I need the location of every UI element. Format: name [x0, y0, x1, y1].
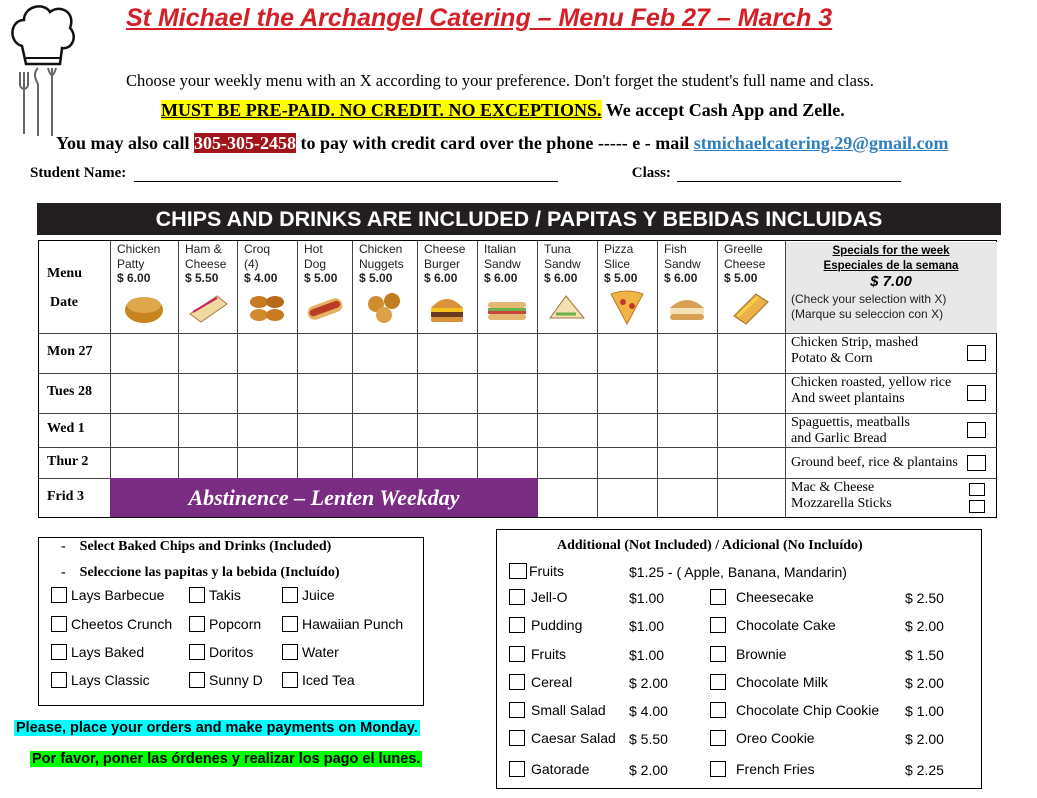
special-text: Potato & Corn	[791, 351, 873, 366]
chips-heading-es: - Seleccione las papitas y la bebida (Incluído)	[61, 565, 340, 580]
option-price: $ 2.00	[905, 675, 944, 691]
menu-item-price: $ 6.00	[544, 271, 578, 285]
menu-item-name: Dog	[304, 256, 327, 271]
menu-item-price: $ 5.00	[359, 271, 393, 285]
option-price: $ 2.50	[905, 590, 944, 606]
additional-option[interactable]	[710, 761, 815, 777]
option-checkbox[interactable]	[51, 644, 67, 660]
menu-selection-cell[interactable]	[179, 334, 237, 373]
menu-table	[38, 240, 997, 518]
special-text: Mac & Cheese	[791, 480, 875, 495]
menu-selection-cell[interactable]	[238, 414, 297, 447]
grilled-cheese-icon	[730, 288, 772, 326]
menu-selection-cell[interactable]	[658, 479, 717, 517]
menu-selection-cell[interactable]	[598, 334, 657, 373]
option-label: Popcorn	[209, 616, 262, 632]
specials-price: $ 7.00	[870, 273, 912, 290]
menu-item-name: Patty	[117, 256, 145, 271]
option-label: Juice	[302, 587, 335, 603]
special-text: Chicken Strip, mashed	[791, 335, 919, 350]
option-checkbox[interactable]	[51, 587, 67, 603]
additional-option[interactable]	[509, 702, 606, 718]
special-text: Spaguettis, meatballs	[791, 415, 910, 430]
option-label: Doritos	[209, 644, 254, 660]
chip-drink-option[interactable]	[189, 587, 241, 603]
menu-item-header	[544, 242, 581, 286]
fruits-line-price: $1.25 - ( Apple, Banana, Mandarin)	[629, 564, 847, 580]
option-label: Cheetos Crunch	[71, 616, 173, 632]
specials-check-es: (Marque su seleccion con X)	[791, 307, 944, 321]
menu-selection-cell[interactable]	[718, 479, 785, 517]
option-price: $ 2.00	[629, 675, 668, 691]
menu-selection-cell[interactable]	[298, 334, 352, 373]
phone-prefix: You may also call	[56, 133, 195, 153]
additional-option[interactable]	[509, 761, 589, 777]
menu-selection-cell[interactable]	[718, 374, 785, 413]
additional-heading: Additional (Not Included) / Adicional (No Incluído)	[557, 538, 863, 553]
menu-selection-cell[interactable]	[353, 414, 417, 447]
menu-selection-cell[interactable]	[298, 414, 352, 447]
chip-drink-option[interactable]	[51, 616, 172, 632]
special-checkbox[interactable]	[967, 422, 986, 438]
menu-selection-cell[interactable]	[179, 414, 237, 447]
option-checkbox[interactable]	[509, 730, 525, 746]
menu-item-name: Fish	[664, 242, 687, 256]
option-checkbox[interactable]	[509, 702, 525, 718]
option-checkbox[interactable]	[710, 702, 726, 718]
option-checkbox[interactable]	[509, 646, 525, 662]
special-text: And sweet plantains	[791, 391, 905, 406]
option-price: $1.00	[629, 590, 665, 606]
option-price: $1.00	[629, 618, 665, 634]
additional-option[interactable]	[509, 646, 566, 662]
menu-label: Menu	[47, 266, 82, 281]
option-label: Lays Barbecue	[71, 587, 165, 603]
additional-items-box	[496, 529, 982, 789]
menu-selection-cell[interactable]	[353, 374, 417, 413]
option-checkbox[interactable]	[509, 589, 525, 605]
menu-item-header	[304, 242, 337, 286]
special-text: Chicken roasted, yellow rice	[791, 375, 952, 390]
special-text: Ground beef, rice & plantains	[791, 454, 958, 470]
payment-notice	[161, 100, 845, 121]
date-label: Date	[50, 295, 78, 310]
option-label: Fruits	[531, 646, 566, 662]
menu-selection-cell[interactable]	[179, 448, 237, 478]
hot-dog-icon	[304, 288, 346, 326]
croquettes-icon	[246, 288, 288, 326]
additional-option[interactable]	[710, 730, 815, 746]
option-price: $ 1.00	[905, 703, 944, 719]
chip-drink-option[interactable]	[51, 644, 144, 660]
chip-drink-option[interactable]	[51, 672, 150, 688]
menu-item-name: Tuna	[544, 242, 571, 256]
menu-item-price: $ 6.00	[424, 271, 458, 285]
option-checkbox[interactable]	[282, 587, 298, 603]
chip-drink-option[interactable]	[282, 672, 355, 688]
menu-selection-cell[interactable]	[418, 334, 477, 373]
prepaid-warning: MUST BE PRE-PAID. NO CREDIT. NO EXCEPTIONS.	[161, 100, 602, 120]
ham-cheese-icon	[187, 288, 229, 326]
menu-item-name: (4)	[244, 256, 259, 271]
chip-drink-option[interactable]	[51, 587, 164, 603]
additional-option[interactable]	[710, 702, 879, 718]
option-label: Brownie	[736, 646, 787, 662]
day-label: Frid 3	[47, 488, 84, 504]
pizza-slice-icon	[606, 288, 648, 326]
menu-selection-cell[interactable]	[298, 448, 352, 478]
additional-option[interactable]	[509, 674, 572, 690]
option-label: Chocolate Milk	[736, 674, 828, 690]
tuna-sandwich-icon	[546, 288, 588, 326]
option-checkbox[interactable]	[51, 616, 67, 632]
option-label: Takis	[209, 587, 241, 603]
special-item	[791, 480, 892, 512]
menu-selection-cell[interactable]	[418, 374, 477, 413]
option-checkbox[interactable]	[509, 761, 525, 777]
special-checkbox[interactable]	[967, 345, 986, 361]
option-checkbox[interactable]	[509, 674, 525, 690]
menu-selection-cell[interactable]	[538, 448, 597, 478]
chips-drinks-box	[38, 537, 424, 706]
menu-item-name: Nuggets	[359, 256, 404, 271]
chip-drink-option[interactable]	[282, 644, 339, 660]
option-label: French Fries	[736, 761, 815, 777]
option-checkbox[interactable]	[509, 617, 525, 633]
option-label: Sunny D	[209, 672, 263, 688]
menu-item-header	[117, 242, 160, 286]
specials-header	[785, 242, 997, 333]
menu-selection-cell[interactable]	[238, 334, 297, 373]
chicken-nuggets-icon	[364, 288, 406, 326]
order-note-spanish: Por favor, poner las órdenes y realizar los pago el lunes.	[32, 751, 421, 767]
option-price: $ 2.25	[905, 762, 944, 778]
menu-item-header	[359, 242, 404, 286]
menu-item-name: Cheese	[185, 256, 227, 271]
menu-item-name: Burger	[424, 256, 461, 271]
menu-selection-cell[interactable]	[478, 414, 537, 447]
menu-item-name: Pizza	[604, 242, 634, 256]
menu-selection-cell[interactable]	[598, 448, 657, 478]
option-checkbox[interactable]	[189, 644, 205, 660]
option-price: $1.00	[629, 647, 665, 663]
additional-option[interactable]	[710, 617, 836, 633]
menu-selection-cell[interactable]	[718, 448, 785, 478]
menu-selection-cell[interactable]	[598, 414, 657, 447]
option-price: $ 2.00	[905, 731, 944, 747]
additional-fruits-line[interactable]: Fruits	[509, 563, 564, 579]
menu-item-header	[244, 242, 277, 286]
menu-item-name: Hot	[304, 242, 323, 256]
menu-item-name: Sandw	[664, 256, 701, 271]
option-checkbox[interactable]	[282, 644, 298, 660]
specials-title-en: Specials for the week	[832, 245, 950, 257]
special-checkbox[interactable]	[969, 483, 985, 496]
menu-selection-cell[interactable]	[478, 448, 537, 478]
chip-drink-option[interactable]	[189, 672, 263, 688]
option-checkbox[interactable]	[189, 587, 205, 603]
accepted-payments: We accept Cash App and Zelle.	[601, 100, 845, 120]
student-name-label: Student Name:	[30, 165, 127, 181]
menu-item-price: $ 4.00	[244, 271, 278, 285]
menu-item-name: Italian	[484, 242, 517, 256]
menu-item-header	[185, 242, 226, 286]
student-name-field[interactable]	[134, 167, 558, 182]
menu-item-header	[724, 242, 765, 286]
menu-selection-cell[interactable]	[111, 414, 178, 447]
option-checkbox[interactable]	[710, 617, 726, 633]
option-price: $ 2.00	[905, 618, 944, 634]
special-item	[791, 375, 951, 407]
menu-selection-cell[interactable]	[598, 479, 657, 517]
special-text: Mozzarella Sticks	[791, 496, 892, 511]
option-checkbox[interactable]	[710, 589, 726, 605]
menu-selection-cell[interactable]	[658, 334, 717, 373]
option-label: Jell-O	[531, 589, 568, 605]
option-label: Caesar Salad	[531, 730, 616, 746]
option-label: Small Salad	[531, 702, 606, 718]
chip-drink-option[interactable]	[189, 616, 261, 632]
menu-selection-cell[interactable]	[538, 374, 597, 413]
menu-selection-cell[interactable]	[238, 374, 297, 413]
menu-selection-cell[interactable]	[658, 414, 717, 447]
chip-drink-option[interactable]	[282, 587, 335, 603]
option-label: Chocolate Chip Cookie	[736, 702, 880, 718]
included-banner: CHIPS AND DRINKS ARE INCLUDED / PAPITAS Y BEBIDAS INCLUIDAS	[37, 203, 1001, 235]
option-label: Water	[302, 644, 339, 660]
menu-item-price: $ 6.00	[484, 271, 518, 285]
special-checkbox[interactable]	[967, 455, 986, 471]
page-title: St Michael the Archangel Catering – Menu Feb 27 – March 3	[126, 4, 833, 32]
option-checkbox[interactable]	[710, 646, 726, 662]
menu-selection-cell[interactable]	[353, 448, 417, 478]
option-checkbox[interactable]	[710, 761, 726, 777]
menu-selection-cell[interactable]	[179, 374, 237, 413]
option-checkbox[interactable]	[282, 672, 298, 688]
additional-option[interactable]	[509, 589, 568, 605]
phone-suffix: to pay with credit card over the phone ----- e - mail	[296, 133, 694, 153]
option-checkbox[interactable]	[51, 672, 67, 688]
menu-item-name: Cheese	[424, 242, 466, 256]
menu-item-price: $ 5.50	[185, 271, 219, 285]
option-checkbox[interactable]	[710, 674, 726, 690]
instructions-text: Choose your weekly menu with an X according to your preference. Don't forget the student's full name and class.	[126, 71, 874, 90]
additional-option[interactable]	[509, 730, 616, 746]
option-checkbox[interactable]	[710, 730, 726, 746]
class-field[interactable]	[677, 167, 901, 182]
menu-selection-cell[interactable]	[598, 374, 657, 413]
menu-item-name: Sandw	[484, 256, 521, 271]
student-info-line	[30, 165, 901, 182]
menu-item-name: Cheese	[724, 256, 766, 271]
menu-item-name: Ham &	[185, 242, 222, 256]
menu-selection-cell[interactable]	[658, 374, 717, 413]
option-label: Chocolate Cake	[736, 617, 836, 633]
menu-selection-cell[interactable]	[111, 374, 178, 413]
menu-item-header	[484, 242, 521, 286]
option-label: Hawaiian Punch	[302, 616, 404, 632]
phone-number[interactable]: 305-305-2458	[194, 133, 297, 153]
special-checkbox[interactable]	[967, 385, 986, 401]
day-label: Mon 27	[47, 344, 93, 359]
menu-item-name: Slice	[604, 256, 631, 271]
option-label: Lays Baked	[71, 644, 145, 660]
email-link[interactable]: stmichaelcatering.29@gmail.com	[693, 133, 949, 153]
menu-selection-cell[interactable]	[353, 334, 417, 373]
menu-item-price: $ 5.00	[304, 271, 338, 285]
menu-selection-cell[interactable]	[478, 334, 537, 373]
special-item	[791, 415, 910, 447]
menu-item-price: $ 6.00	[117, 271, 151, 285]
option-checkbox[interactable]	[189, 672, 205, 688]
option-price: $ 2.00	[629, 762, 668, 778]
specials-check-en: (Check your selection with X)	[791, 292, 947, 306]
option-price: $ 5.50	[629, 731, 668, 747]
additional-option[interactable]	[710, 646, 787, 662]
chicken-patty-icon	[123, 288, 165, 326]
option-label: Iced Tea	[302, 672, 355, 688]
special-item	[791, 335, 918, 367]
day-label: Thur 2	[47, 453, 89, 469]
menu-item-name: Sandw	[544, 256, 581, 271]
menu-selection-cell[interactable]	[478, 374, 537, 413]
menu-selection-cell[interactable]	[538, 414, 597, 447]
chips-heading-en: - Select Baked Chips and Drinks (Included)	[61, 539, 332, 554]
option-label: Pudding	[531, 617, 583, 633]
day-label: Tues 28	[47, 384, 93, 399]
menu-selection-cell[interactable]	[718, 334, 785, 373]
special-item	[791, 455, 958, 471]
menu-selection-cell[interactable]	[111, 334, 178, 373]
day-label: Wed 1	[47, 421, 85, 436]
menu-selection-cell[interactable]	[718, 414, 785, 447]
chip-drink-option[interactable]	[282, 616, 403, 632]
menu-item-price: $ 5.00	[724, 271, 758, 285]
order-note-english: Please, place your orders and make payments on Monday.	[16, 720, 418, 736]
option-label: Gatorade	[531, 761, 590, 777]
menu-item-name: Chicken	[359, 242, 403, 256]
specials-title-es: Especiales de la semana	[823, 260, 959, 272]
menu-selection-cell[interactable]	[238, 448, 297, 478]
menu-selection-cell[interactable]	[658, 448, 717, 478]
italian-sandwich-icon	[486, 288, 528, 326]
option-price: $ 4.00	[629, 703, 668, 719]
grid-column-line	[785, 241, 786, 517]
chip-drink-option[interactable]	[189, 644, 253, 660]
menu-item-header	[604, 242, 637, 286]
menu-item-price: $ 6.00	[664, 271, 698, 285]
option-checkbox[interactable]	[282, 616, 298, 632]
option-label: Cheesecake	[736, 589, 814, 605]
menu-selection-cell[interactable]	[418, 414, 477, 447]
additional-option[interactable]	[509, 617, 582, 633]
option-checkbox[interactable]	[189, 616, 205, 632]
menu-selection-cell[interactable]	[111, 448, 178, 478]
chef-hat-logo	[8, 2, 78, 142]
special-text: and Garlic Bread	[791, 431, 887, 446]
option-label: Lays Classic	[71, 672, 150, 688]
abstinence-banner: Abstinence – Lenten Weekday	[110, 478, 538, 517]
class-label: Class:	[631, 165, 671, 181]
menu-selection-cell[interactable]	[298, 374, 352, 413]
cheese-burger-icon	[426, 288, 468, 326]
menu-item-header	[424, 242, 465, 286]
phone-email-line	[56, 133, 948, 154]
option-price: $ 1.50	[905, 647, 944, 663]
additional-option[interactable]	[710, 674, 828, 690]
option-label: Oreo Cookie	[736, 730, 815, 746]
menu-selection-cell[interactable]	[418, 448, 477, 478]
fish-sandwich-icon	[666, 288, 708, 326]
menu-item-price: $ 5.00	[604, 271, 638, 285]
menu-item-header	[664, 242, 701, 286]
special-checkbox[interactable]	[969, 500, 985, 513]
menu-item-name: Greelle	[724, 242, 763, 256]
menu-selection-cell[interactable]	[538, 334, 597, 373]
additional-option[interactable]	[710, 589, 814, 605]
menu-item-name: Croq	[244, 242, 271, 256]
menu-item-name: Chicken	[117, 242, 161, 256]
option-label: Cereal	[531, 674, 573, 690]
